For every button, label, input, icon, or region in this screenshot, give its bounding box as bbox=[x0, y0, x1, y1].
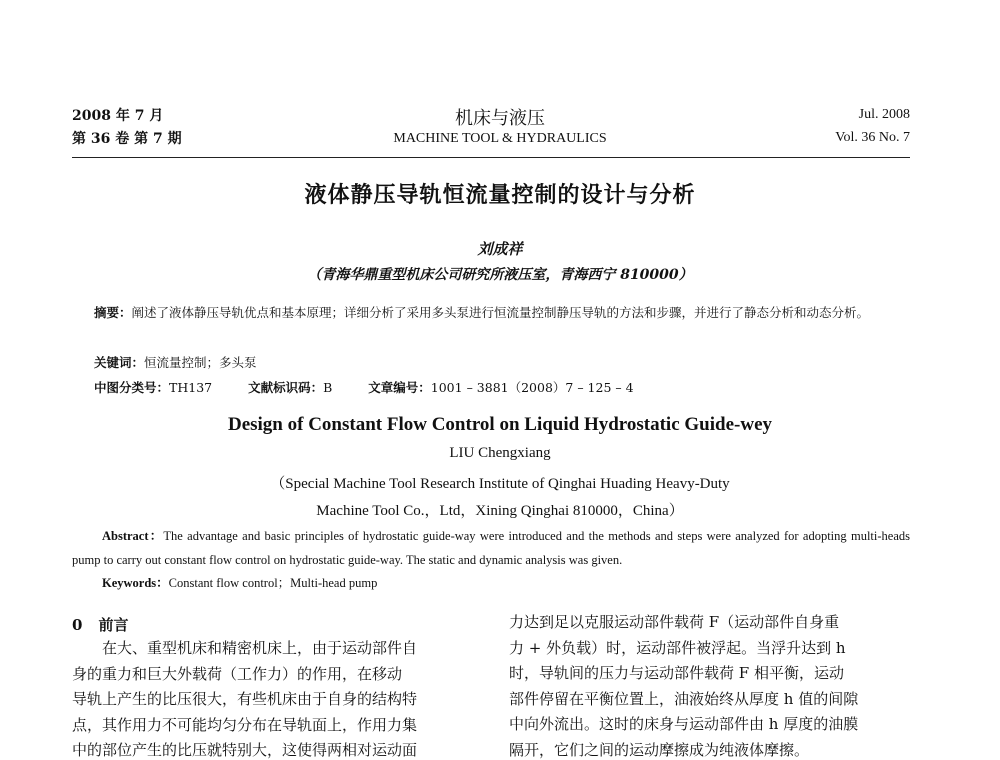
author-en: LIU Chengxiang bbox=[449, 445, 551, 461]
affiliation-en-line1: （Special Machine Tool Research Institute of Qinghai Huading Heavy-Duty bbox=[270, 476, 730, 492]
right-line: 力达到足以克服运动部件载荷 F（运动部件自身重 bbox=[509, 613, 840, 631]
keywords-en bbox=[102, 573, 377, 591]
header-date-en: Jul. 2008 bbox=[858, 107, 910, 122]
abstract-en-text: The advantage and basic principles of hydrostatic guide-way were introduced and the methods and steps were analyzed for adopting multi-heads pump to carry out constant flow control on hydrostatic guide-way. The static and dynamic analysis was given. bbox=[72, 529, 910, 567]
keywords-en-text: Constant flow control；Multi-head pump bbox=[168, 576, 378, 590]
journal-name-en: MACHINE TOOL & HYDRAULICS bbox=[393, 131, 607, 146]
keywords-cn-label: 关键词： bbox=[94, 355, 145, 370]
classification-line bbox=[94, 378, 634, 396]
right-line: 时，导轨间的压力与运动部件载荷 F 相平衡，运动 bbox=[509, 664, 844, 682]
affiliation-cn: （青海华鼎重型机床公司研究所液压室，青海西宁 810000） bbox=[307, 267, 693, 283]
right-line: 力 + 外负载）时，运动部件被浮起。当浮升达到 h bbox=[509, 638, 846, 657]
abstract-en-label: Abstract： bbox=[102, 529, 164, 543]
right-line: 部件停留在平衡位置上，油液始终从厚度 h 值的间隙 bbox=[509, 689, 859, 708]
right-line: 中向外流出。这时的床身与运动部件由 h 厚度的油膜 bbox=[509, 715, 859, 733]
keywords-en-label: Keywords： bbox=[102, 576, 169, 590]
abstract-cn bbox=[72, 301, 910, 325]
body-right-column bbox=[509, 610, 909, 760]
section-heading bbox=[72, 614, 128, 635]
keywords-cn bbox=[94, 353, 257, 371]
abstract-en bbox=[72, 524, 910, 572]
header-volume-en: Vol. 36 No. 7 bbox=[835, 130, 910, 145]
journal-name-cn: 机床与液压 bbox=[455, 108, 545, 129]
left-line: 中的部位产生的比压就特别大，这使得两相对运动面 bbox=[72, 741, 418, 759]
left-line: 在大、重型机床和精密机床上，由于运动部件自 bbox=[102, 639, 418, 657]
section-number: 0 bbox=[72, 616, 83, 634]
header-date-cn: 2008 年 7 月 bbox=[72, 108, 164, 124]
left-line: 导轨上产生的比压很大，有些机床由于自身的结构特 bbox=[72, 690, 418, 708]
doc-code-label: 文献标识码： bbox=[248, 380, 324, 395]
clc-label: 中图分类号： bbox=[94, 380, 170, 395]
abstract-cn-label: 摘要： bbox=[94, 305, 132, 320]
section-title: 前言 bbox=[98, 616, 129, 634]
left-line: 身的重力和巨大外载荷（工作力）的作用，在移动 bbox=[72, 664, 403, 683]
keywords-cn-text: 恒流量控制；多头泵 bbox=[144, 355, 257, 370]
doc-code-value: B bbox=[323, 380, 333, 395]
paper-title-cn: 液体静压导轨恒流量控制的设计与分析 bbox=[304, 182, 696, 208]
article-number-label: 文章编号： bbox=[368, 380, 431, 395]
header-volume-cn: 第 36 卷 第 7 期 bbox=[72, 131, 182, 147]
abstract-cn-text: 阐述了液体静压导轨优点和基本原理；详细分析了采用多头泵进行恒流量控制静压导轨的方法和步骤，并进行了静态分析和动态分析。 bbox=[131, 305, 870, 320]
affiliation-en-line2: Machine Tool Co.，Ltd，Xining Qinghai 810000，China） bbox=[316, 503, 684, 519]
clc-value: TH137 bbox=[169, 380, 213, 395]
article-number-value: 1001 – 3881（2008）7 – 125 – 4 bbox=[430, 380, 634, 395]
body-left-column bbox=[72, 636, 472, 760]
header-rule bbox=[72, 157, 910, 158]
right-line: 隔开，它们之间的运动摩擦成为纯液体摩擦。 bbox=[509, 740, 810, 759]
author-cn: 刘成祥 bbox=[477, 240, 523, 258]
left-line: 点，其作用力不可能均匀分布在导轨面上，作用力集 bbox=[72, 715, 418, 734]
paper-title-en: Design of Constant Flow Control on Liquid Hydrostatic Guide-wey bbox=[227, 414, 772, 435]
